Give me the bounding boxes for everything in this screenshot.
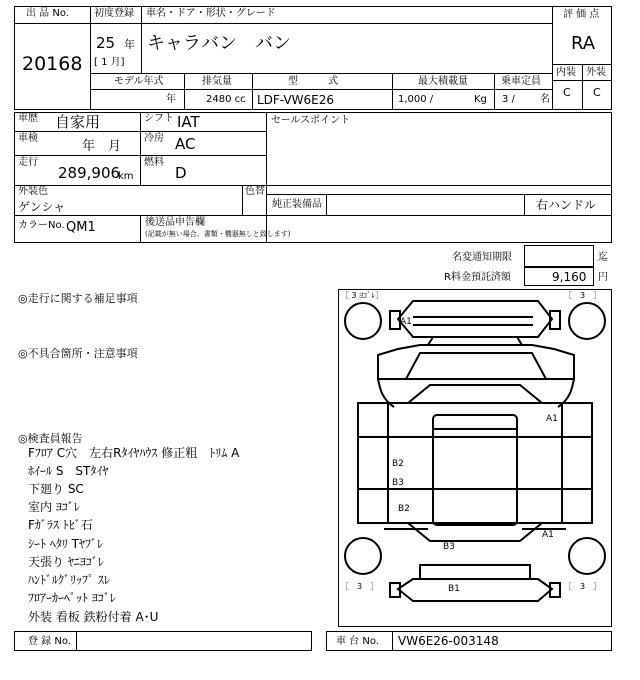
damage-mark: B3 <box>443 542 455 552</box>
shift-value: IAT <box>177 113 200 131</box>
inspector-line: 外装 看板 鉄粉付着 A･U <box>28 610 159 624</box>
history-value: 自家用 <box>55 113 101 131</box>
inspection-label: 車検 <box>18 133 38 144</box>
tire-top-right-grade: ［ 3 ］ <box>564 291 602 300</box>
damage-mark: A1 <box>542 530 554 540</box>
fuel-value: D <box>175 164 187 182</box>
damage-mark: A1 <box>400 317 412 327</box>
reg-no-label: 登 録 No. <box>28 636 71 647</box>
transfer-box <box>524 245 594 267</box>
model-year-label: モデル年式 <box>114 76 164 87</box>
damage-mark: B2 <box>398 504 410 514</box>
inspector-line: ﾌﾛｱｰｶｰﾍﾟｯﾄ ﾖｺﾞﾚ <box>28 591 116 605</box>
aftermarket-note: (記載が無い場合、書類・機器無しと致します) <box>145 230 291 238</box>
color-change-label: 色替 <box>245 186 265 197</box>
inspector-line: 室内 ﾖｺﾞﾚ <box>28 500 80 514</box>
inspector-line: ｼｰﾄ ﾍﾀﾘ Tﾔﾌﾞﾚ <box>28 537 103 551</box>
mileage-value: 289,906 <box>58 164 121 182</box>
displacement-label: 排気量 <box>202 76 232 87</box>
transfer-unit: 迄 <box>598 252 608 263</box>
lot-number: 20168 <box>22 53 83 75</box>
model-year-unit: 年 <box>166 94 176 105</box>
tire-bottom-left-grade: ［ 3 ］ <box>341 582 379 591</box>
reg-year-unit: 年 <box>124 38 135 51</box>
chassis-label: 車 台 No. <box>336 636 379 647</box>
mileage-unit: km <box>118 171 134 182</box>
color-no-label: カラーNo. <box>18 220 65 231</box>
capacity-unit: 名 <box>540 94 550 105</box>
color-no-value: QM1 <box>66 220 96 235</box>
sales-point-label: セールスポイント <box>271 115 351 126</box>
exterior-label: 外装 <box>586 67 606 78</box>
damage-mark: A1 <box>546 414 558 424</box>
displacement-value: 2480 cc <box>206 94 246 105</box>
load-label: 最大積載量 <box>418 76 468 87</box>
damage-mark: B3 <box>392 478 404 488</box>
tire-bottom-right-grade: ［ 3 ］ <box>564 582 602 591</box>
interior-label: 内装 <box>556 67 576 78</box>
car-name-label: 車名・ドア・形状・グレード <box>146 8 276 19</box>
history-label: 車歴 <box>18 113 38 124</box>
reg-label: 初度登録 <box>94 8 134 19</box>
chassis-number: VW6E26-003148 <box>398 634 499 648</box>
mileage-label: 走行 <box>18 157 38 168</box>
driving-notes-title: ◎走行に関する補足事項 <box>18 292 138 305</box>
inspector-line: 下廻り SC <box>28 482 84 496</box>
color-label: 外装色 <box>18 186 48 197</box>
load-value: 1,000 / <box>398 94 434 105</box>
rating-value: RA <box>571 33 596 54</box>
defect-notes-title: ◎不具合箇所・注意事項 <box>18 347 138 360</box>
inspector-line: Fﾌﾛｱ C穴 左右Rﾀｲﾔﾊｳｽ 修正粗 ﾄﾘﾑ A <box>28 446 240 460</box>
transfer-label: 名変通知期限 <box>452 252 512 263</box>
exterior-grade: C <box>593 86 601 99</box>
ac-label: 冷房 <box>144 133 164 144</box>
reg-year: 25 <box>96 34 116 52</box>
tire-top-left-grade: ［ 3 ﾖｺﾞﾚ］ <box>341 291 384 300</box>
rating-label: 評 価 点 <box>563 9 600 20</box>
capacity-label: 乗車定員 <box>501 76 541 87</box>
inspector-line: 天張り ﾔﾆﾖｺﾞﾚ <box>28 555 104 569</box>
vehicle-damage-diagram <box>338 289 612 627</box>
car-name: キャラバン バン <box>147 33 291 54</box>
damage-mark: B1 <box>448 584 460 594</box>
load-unit: Kg <box>474 94 487 105</box>
inspector-report-title: ◎検査員報告 <box>18 432 83 445</box>
inspection-value: 年 月 <box>82 139 122 154</box>
ac-value: AC <box>175 135 196 153</box>
inspector-line: ﾎｲｰﾙ S STﾀｲﾔ <box>28 464 109 478</box>
lot-label: 出 品 No. <box>26 8 69 19</box>
inspector-line: ﾊﾝﾄﾞﾙｸﾞﾘｯﾌﾟ ｽﾚ <box>28 573 110 587</box>
type-label: 型 式 <box>288 76 338 87</box>
equipment-label: 純正装備品 <box>272 199 322 210</box>
shift-label: シフト <box>144 113 174 124</box>
capacity-value: 3 / <box>502 94 515 105</box>
steering-value: 右ハンドル <box>536 198 597 212</box>
aftermarket-label: 後送品申告欄 <box>145 217 205 228</box>
fuel-label: 燃料 <box>144 157 164 168</box>
reg-month: [ 1 月] <box>94 57 125 68</box>
inspector-line: Fｶﾞﾗｽ ﾄﾋﾞ石 <box>28 518 93 532</box>
recycle-unit: 円 <box>598 272 608 283</box>
recycle-label: R料金預託済額 <box>444 272 511 283</box>
interior-grade: C <box>563 86 571 99</box>
recycle-value: 9,160 <box>552 270 587 284</box>
damage-mark: B2 <box>392 459 404 469</box>
type-value: LDF-VW6E26 <box>257 93 335 107</box>
color-value: ゲンシャ <box>18 200 66 214</box>
